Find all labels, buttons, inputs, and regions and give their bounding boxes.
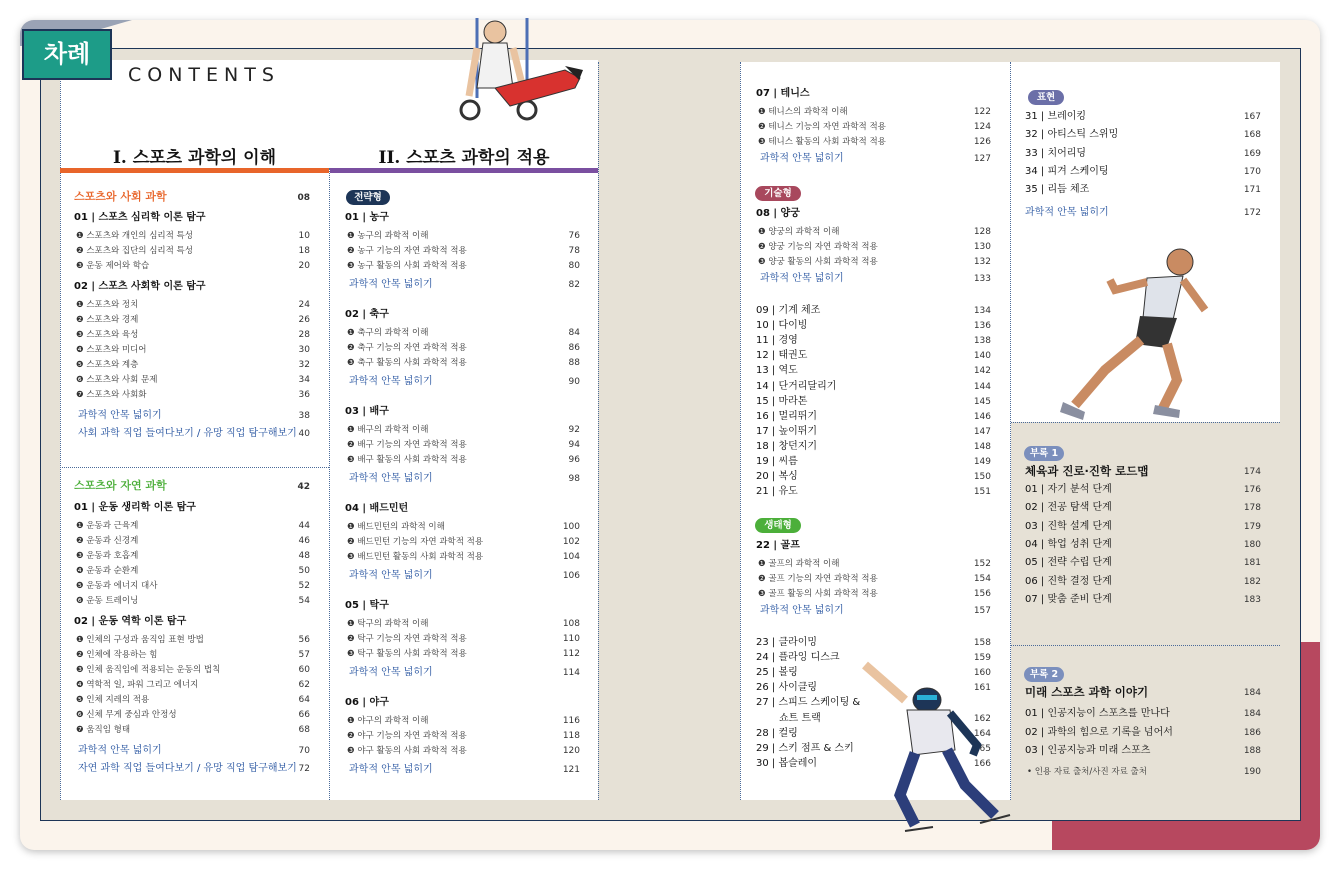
page-number: 184 bbox=[1243, 709, 1261, 719]
page-number: 112 bbox=[562, 649, 580, 659]
page-number: 46 bbox=[298, 536, 310, 546]
toc-item[interactable]: 01 | 인공지능이 스포츠를 만나다 bbox=[1025, 708, 1170, 719]
page-number: 157 bbox=[973, 606, 991, 616]
divider bbox=[329, 168, 330, 800]
toc-item[interactable]: 09 | 기계 체조 bbox=[756, 305, 821, 316]
page-number: 78 bbox=[568, 246, 580, 256]
group-title[interactable]: 07 | 테니스 bbox=[756, 88, 810, 99]
page-number: 40 bbox=[298, 429, 310, 439]
appendix-title[interactable]: 체육과 진로·진학 로드맵 bbox=[1025, 464, 1149, 478]
group-title[interactable]: 01 | 운동 생리학 이론 탐구 bbox=[74, 502, 196, 513]
toc-item[interactable]: ❶ 스포츠와 개인의 심리적 특성 bbox=[76, 231, 193, 241]
toc-item[interactable]: 20 | 복싱 bbox=[756, 471, 798, 483]
toc-tab: 차례 bbox=[22, 29, 112, 80]
divider bbox=[1011, 645, 1280, 646]
toc-item[interactable]: 27 | 스피드 스케이팅 & bbox=[756, 697, 861, 709]
toc-item[interactable]: ❷ 스포츠와 경제 bbox=[76, 315, 139, 325]
toc-item[interactable]: ❺ 스포츠와 계층 bbox=[76, 360, 139, 370]
page-number: 08 bbox=[297, 193, 310, 203]
part2-title: II. 스포츠 과학의 적용 bbox=[378, 148, 550, 168]
page-number: 168 bbox=[1243, 130, 1261, 141]
page-number: 90 bbox=[568, 377, 580, 387]
group-title[interactable]: 02 | 축구 bbox=[345, 309, 389, 320]
toc-item[interactable]: ❷ 축구 기능의 자연 과학적 적용 bbox=[347, 343, 467, 353]
page-number: 50 bbox=[298, 566, 310, 576]
page-number: 138 bbox=[973, 336, 991, 347]
toc-item[interactable]: ❷ 골프 기능의 자연 과학적 적용 bbox=[758, 574, 878, 584]
toc-item[interactable]: ❸ 스포츠와 육성 bbox=[76, 330, 139, 340]
link-item[interactable]: 사회 과학 직업 들여다보기 / 유망 직업 탐구해보기 bbox=[78, 428, 297, 439]
link-item[interactable]: 자연 과학 직업 들여다보기 / 유망 직업 탐구해보기 bbox=[78, 763, 297, 774]
page-number: 132 bbox=[973, 257, 991, 267]
page-number: 152 bbox=[973, 559, 991, 569]
page-number: 116 bbox=[562, 716, 580, 726]
page-number: 26 bbox=[298, 315, 310, 325]
page-number: 96 bbox=[568, 455, 580, 465]
page-number: 106 bbox=[562, 571, 580, 581]
toc-item[interactable]: ❷ 농구 기능의 자연 과학적 적용 bbox=[347, 246, 467, 256]
page-number: 94 bbox=[568, 440, 580, 450]
page-number: 179 bbox=[1243, 521, 1261, 532]
page-number: 62 bbox=[298, 680, 310, 690]
toc-item[interactable]: ❶ 배드민턴의 과학적 이해 bbox=[347, 522, 445, 532]
toc-item[interactable]: ❷ 운동과 신경계 bbox=[76, 536, 139, 546]
page-number: 178 bbox=[1243, 503, 1261, 514]
category-pill: 생태형 bbox=[755, 518, 801, 533]
toc-item[interactable]: 13 | 역도 bbox=[756, 365, 798, 377]
appendix-pill: 부록 2 bbox=[1024, 667, 1064, 682]
toc-item[interactable]: 28 | 컬링 bbox=[756, 727, 798, 739]
page-number: 161 bbox=[973, 683, 991, 694]
toc-item[interactable]: 17 | 높이뛰기 bbox=[756, 425, 818, 437]
contents-heading: CONTENTS bbox=[128, 64, 280, 86]
page-number: 134 bbox=[973, 306, 991, 316]
page-number: 36 bbox=[298, 390, 310, 400]
page-number: 148 bbox=[973, 441, 991, 452]
toc-item[interactable]: 25 | 볼링 bbox=[756, 667, 798, 679]
link-item[interactable]: 과학적 안목 넓히기 bbox=[78, 745, 162, 756]
page-number: 72 bbox=[298, 764, 310, 774]
page-number: 180 bbox=[1243, 539, 1261, 550]
page-number: 56 bbox=[298, 635, 310, 645]
page-number: 102 bbox=[562, 537, 580, 547]
page-number: 142 bbox=[973, 366, 991, 377]
page-number: 60 bbox=[298, 665, 310, 675]
page-number: 145 bbox=[973, 396, 991, 407]
group-title[interactable]: 03 | 배구 bbox=[345, 406, 389, 417]
page-number: 167 bbox=[1243, 112, 1261, 122]
toc-note[interactable]: • 인용 자료 출처/사진 자료 출처 bbox=[1027, 767, 1147, 777]
toc-item[interactable]: ❸ 배구 활동의 사회 과학적 적용 bbox=[347, 455, 467, 465]
toc-item[interactable]: ❸ 야구 활동의 사회 과학적 적용 bbox=[347, 746, 467, 756]
toc-item[interactable]: 26 | 사이클링 bbox=[756, 682, 818, 694]
group-title[interactable]: 02 | 스포츠 사회학 이론 탐구 bbox=[74, 281, 206, 292]
toc-item[interactable]: ❷ 야구 기능의 자연 과학적 적용 bbox=[347, 731, 467, 741]
page-number: 151 bbox=[973, 487, 991, 498]
gymnast-illustration bbox=[455, 18, 585, 136]
toc-item[interactable]: 35 | 리듬 체조 bbox=[1025, 184, 1090, 196]
toc-item[interactable]: ❹ 스포츠와 미디어 bbox=[76, 345, 147, 355]
appendix-pill: 부록 1 bbox=[1024, 446, 1064, 461]
link-item[interactable]: 과학적 안목 넓히기 bbox=[349, 376, 433, 387]
appendix-panel bbox=[1011, 422, 1280, 800]
link-item[interactable]: 과학적 안목 넓히기 bbox=[760, 153, 844, 164]
toc-item[interactable]: 12 | 태권도 bbox=[756, 350, 808, 362]
toc-item[interactable]: 02 | 전공 탐색 단계 bbox=[1025, 502, 1112, 514]
section-title[interactable]: 스포츠와 사회 과학 bbox=[74, 190, 167, 203]
page-number: 100 bbox=[562, 522, 580, 532]
toc-item[interactable]: ❹ 역학적 일, 파워 그리고 에너지 bbox=[76, 680, 199, 690]
page-number: 166 bbox=[973, 758, 991, 769]
page-number: 127 bbox=[973, 154, 991, 164]
page-number: 169 bbox=[1243, 148, 1261, 159]
toc-item[interactable]: 18 | 창던지기 bbox=[756, 440, 818, 452]
page-number: 76 bbox=[568, 231, 580, 241]
toc-item[interactable]: ❼ 움직임 형태 bbox=[76, 725, 131, 735]
category-pill: 표현 bbox=[1028, 90, 1064, 105]
toc-item[interactable]: ❶ 골프의 과학적 이해 bbox=[758, 559, 840, 569]
toc-item[interactable]: ❻ 신체 무게 중심과 안정성 bbox=[76, 710, 177, 720]
page-number: 181 bbox=[1243, 558, 1261, 569]
appendix-title[interactable]: 미래 스포츠 과학 이야기 bbox=[1025, 685, 1149, 699]
toc-item[interactable]: ❷ 인체에 작용하는 힘 bbox=[76, 650, 158, 660]
toc-item[interactable]: ❷ 양궁 기능의 자연 과학적 적용 bbox=[758, 242, 878, 252]
toc-item[interactable]: ❶ 탁구의 과학적 이해 bbox=[347, 619, 429, 629]
page-number: 186 bbox=[1243, 727, 1261, 738]
toc-item[interactable]: ❸ 양궁 활동의 사회 과학적 적용 bbox=[758, 257, 878, 267]
page-number: 160 bbox=[973, 668, 991, 679]
toc-item[interactable]: 14 | 단거리달리기 bbox=[756, 380, 837, 392]
link-item[interactable]: 과학적 안목 넓히기 bbox=[760, 605, 844, 616]
page-number: 120 bbox=[562, 746, 580, 756]
page-number: 122 bbox=[973, 107, 991, 117]
link-item[interactable]: 과학적 안목 넓히기 bbox=[349, 570, 433, 581]
toc-item[interactable]: ❶ 축구의 과학적 이해 bbox=[347, 328, 429, 338]
page-number: 64 bbox=[298, 695, 310, 705]
page-number: 108 bbox=[562, 619, 580, 629]
toc-item[interactable]: ❷ 탁구 기능의 자연 과학적 적용 bbox=[347, 634, 467, 644]
page-number: 144 bbox=[973, 381, 991, 392]
link-item[interactable]: 과학적 안목 넓히기 bbox=[349, 764, 433, 775]
page-number: 159 bbox=[973, 653, 991, 664]
group-title[interactable]: 01 | 농구 bbox=[345, 212, 389, 223]
category-pill: 전략형 bbox=[346, 190, 390, 205]
toc-item[interactable]: 쇼트 트랙 bbox=[779, 712, 821, 724]
page-number: 174 bbox=[1243, 467, 1261, 477]
toc-item[interactable]: ❻ 스포츠와 사회 문제 bbox=[76, 375, 158, 385]
page-number: 172 bbox=[1243, 208, 1261, 218]
divider bbox=[60, 467, 329, 468]
page-number: 182 bbox=[1243, 576, 1261, 587]
page-number: 188 bbox=[1243, 746, 1261, 756]
page-number: 133 bbox=[973, 274, 991, 284]
toc-item[interactable]: 21 | 유도 bbox=[756, 486, 798, 498]
page-number: 146 bbox=[973, 411, 991, 422]
toc-item[interactable]: 24 | 플라잉 디스크 bbox=[756, 652, 840, 664]
page-number: 18 bbox=[298, 246, 310, 256]
page-number: 176 bbox=[1243, 485, 1261, 495]
page-number: 34 bbox=[298, 375, 310, 385]
group-title[interactable]: 22 | 골프 bbox=[756, 540, 800, 551]
page-number: 10 bbox=[298, 231, 310, 241]
page-number: 114 bbox=[562, 668, 580, 678]
toc-item[interactable]: ❸ 인체 움직임에 적용되는 운동의 법칙 bbox=[76, 665, 221, 675]
page-number: 183 bbox=[1243, 594, 1261, 605]
page-number: 150 bbox=[973, 472, 991, 483]
page-number: 158 bbox=[973, 638, 991, 648]
toc-item[interactable]: ❻ 운동 트레이닝 bbox=[76, 596, 139, 606]
toc-item[interactable]: 10 | 다이빙 bbox=[756, 320, 808, 332]
toc-item[interactable]: 06 | 진학 결정 단계 bbox=[1025, 575, 1112, 587]
group-title[interactable]: 05 | 탁구 bbox=[345, 600, 389, 611]
part1-bar bbox=[60, 168, 329, 173]
toc-item[interactable]: ❶ 양궁의 과학적 이해 bbox=[758, 227, 840, 237]
toc-item[interactable]: 05 | 전략 수립 단계 bbox=[1025, 557, 1112, 569]
page-number: 130 bbox=[973, 242, 991, 252]
page-number: 68 bbox=[298, 725, 310, 735]
page-number: 126 bbox=[973, 137, 991, 147]
toc-item[interactable]: 23 | 클라이밍 bbox=[756, 637, 818, 648]
page-number: 140 bbox=[973, 351, 991, 362]
page-number: 24 bbox=[298, 300, 310, 310]
toc-item[interactable]: ❹ 운동과 순환계 bbox=[76, 566, 139, 576]
toc-item[interactable]: ❷ 배드민턴 기능의 자연 과학적 적용 bbox=[347, 537, 484, 547]
page-number: 118 bbox=[562, 731, 580, 741]
page-number: 190 bbox=[1243, 767, 1261, 777]
page-number: 42 bbox=[297, 482, 310, 492]
link-item[interactable]: 과학적 안목 넓히기 bbox=[349, 473, 433, 484]
page-number: 165 bbox=[973, 743, 991, 754]
toc-item[interactable]: 07 | 맞춤 준비 단계 bbox=[1025, 593, 1112, 605]
toc-item[interactable]: 32 | 아티스틱 스위밍 bbox=[1025, 129, 1119, 141]
sprinter-illustration bbox=[1055, 240, 1235, 425]
page-number: 44 bbox=[298, 521, 310, 531]
link-item[interactable]: 과학적 안목 넓히기 bbox=[1025, 207, 1109, 218]
toc-item[interactable]: ❸ 농구 활동의 사회 과학적 적용 bbox=[347, 261, 467, 271]
toc-item[interactable]: ❷ 배구 기능의 자연 과학적 적용 bbox=[347, 440, 467, 450]
group-title[interactable]: 01 | 스포츠 심리학 이론 탐구 bbox=[74, 212, 206, 223]
page-number: 20 bbox=[298, 261, 310, 271]
toc-item[interactable]: 03 | 진학 설계 단계 bbox=[1025, 520, 1112, 532]
toc-item[interactable]: ❸ 테니스 활동의 사회 과학적 적용 bbox=[758, 137, 886, 147]
page-number: 162 bbox=[973, 713, 991, 724]
group-title[interactable]: 06 | 야구 bbox=[345, 697, 389, 708]
toc-item[interactable]: ❶ 테니스의 과학적 이해 bbox=[758, 107, 848, 117]
page-number: 124 bbox=[973, 122, 991, 132]
toc-item[interactable]: ❺ 운동과 에너지 대사 bbox=[76, 581, 158, 591]
toc-item[interactable]: 16 | 멀리뛰기 bbox=[756, 410, 818, 422]
toc-item[interactable]: 01 | 자기 분석 단계 bbox=[1025, 484, 1112, 495]
toc-item[interactable]: ❸ 운동과 호흡계 bbox=[76, 551, 139, 561]
page-number: 154 bbox=[973, 574, 991, 584]
link-item[interactable]: 과학적 안목 넓히기 bbox=[760, 273, 844, 284]
group-title[interactable]: 08 | 양궁 bbox=[756, 208, 800, 219]
page-number: 171 bbox=[1243, 185, 1261, 196]
link-item[interactable]: 과학적 안목 넓히기 bbox=[349, 279, 433, 290]
page-number: 149 bbox=[973, 457, 991, 467]
page-number: 104 bbox=[562, 552, 580, 562]
toc-item[interactable]: ❶ 운동과 근육계 bbox=[76, 521, 139, 531]
toc-item[interactable]: ❸ 운동 제어와 학습 bbox=[76, 261, 150, 271]
toc-item[interactable]: ❷ 스포츠와 집단의 심리적 특성 bbox=[76, 246, 193, 256]
toc-item[interactable]: 19 | 씨름 bbox=[756, 456, 798, 467]
toc-item[interactable]: ❸ 축구 활동의 사회 과학적 적용 bbox=[347, 358, 467, 368]
toc-item[interactable]: ❶ 농구의 과학적 이해 bbox=[347, 231, 429, 241]
page-number: 128 bbox=[973, 227, 991, 237]
toc-item[interactable]: 34 | 피겨 스케이팅 bbox=[1025, 165, 1109, 177]
category-pill: 기술형 bbox=[755, 186, 801, 201]
page-number: 147 bbox=[973, 426, 991, 437]
link-item[interactable]: 과학적 안목 넓히기 bbox=[78, 410, 162, 421]
toc-item[interactable]: ❶ 인체의 구성과 움직임 표현 방법 bbox=[76, 635, 204, 645]
toc-item[interactable]: 30 | 봅슬레이 bbox=[756, 757, 818, 769]
toc-item[interactable]: ❸ 배드민턴 활동의 사회 과학적 적용 bbox=[347, 552, 484, 562]
toc-item[interactable]: ❼ 스포츠와 사회화 bbox=[76, 390, 147, 400]
page-number: 84 bbox=[568, 328, 580, 338]
toc-item[interactable]: 04 | 학업 성취 단계 bbox=[1025, 538, 1112, 550]
page-number: 70 bbox=[298, 746, 310, 756]
page-number: 170 bbox=[1243, 166, 1261, 177]
toc-item[interactable]: 02 | 과학의 힘으로 기록을 넘어서 bbox=[1025, 726, 1173, 738]
toc-item[interactable]: 31 | 브레이킹 bbox=[1025, 111, 1087, 122]
page-number: 30 bbox=[298, 345, 310, 355]
page-number: 92 bbox=[568, 425, 580, 435]
page-number: 184 bbox=[1243, 688, 1261, 698]
toc-item[interactable]: ❺ 인체 지레의 적용 bbox=[76, 695, 150, 705]
part1-title: I. 스포츠 과학의 이해 bbox=[112, 148, 276, 168]
page-number: 38 bbox=[298, 411, 310, 421]
page-number: 110 bbox=[562, 634, 580, 644]
toc-item[interactable]: ❷ 테니스 기능의 자연 과학적 적용 bbox=[758, 122, 886, 132]
page-number: 48 bbox=[298, 551, 310, 561]
page-number: 32 bbox=[298, 360, 310, 370]
group-title[interactable]: 04 | 배드민턴 bbox=[345, 503, 409, 514]
divider bbox=[740, 62, 741, 800]
page-number: 98 bbox=[568, 474, 580, 484]
page-number: 66 bbox=[298, 710, 310, 720]
page-number: 164 bbox=[973, 728, 991, 739]
page-number: 86 bbox=[568, 343, 580, 353]
toc-item[interactable]: 15 | 마라톤 bbox=[756, 395, 808, 407]
section-title[interactable]: 스포츠와 자연 과학 bbox=[74, 479, 167, 492]
divider bbox=[598, 62, 599, 800]
toc-item[interactable]: ❸ 골프 활동의 사회 과학적 적용 bbox=[758, 589, 878, 599]
page-number: 80 bbox=[568, 261, 580, 271]
page-number: 156 bbox=[973, 589, 991, 599]
toc-item[interactable]: ❶ 배구의 과학적 이해 bbox=[347, 425, 429, 435]
page-number: 52 bbox=[298, 581, 310, 591]
page-number: 121 bbox=[562, 765, 580, 775]
toc-item[interactable]: 11 | 경영 bbox=[756, 335, 798, 347]
page-number: 82 bbox=[568, 280, 580, 290]
toc-item[interactable]: 03 | 인공지능과 미래 스포츠 bbox=[1025, 745, 1151, 756]
toc-item[interactable]: 33 | 치어리딩 bbox=[1025, 147, 1087, 159]
toc-item[interactable]: ❶ 스포츠와 정치 bbox=[76, 300, 139, 310]
group-title[interactable]: 02 | 운동 역학 이론 탐구 bbox=[74, 616, 187, 627]
speed-skater-illustration bbox=[855, 655, 1015, 840]
link-item[interactable]: 과학적 안목 넓히기 bbox=[349, 667, 433, 678]
part2-bar bbox=[330, 168, 598, 173]
page-number: 28 bbox=[298, 330, 310, 340]
page-number: 54 bbox=[298, 596, 310, 606]
page-number: 57 bbox=[298, 650, 310, 660]
toc-item[interactable]: 29 | 스키 점프 & 스키 bbox=[756, 742, 854, 754]
page-number: 136 bbox=[973, 321, 991, 332]
toc-item[interactable]: ❸ 탁구 활동의 사회 과학적 적용 bbox=[347, 649, 467, 659]
page-number: 88 bbox=[568, 358, 580, 368]
toc-item[interactable]: ❶ 야구의 과학적 이해 bbox=[347, 716, 429, 726]
